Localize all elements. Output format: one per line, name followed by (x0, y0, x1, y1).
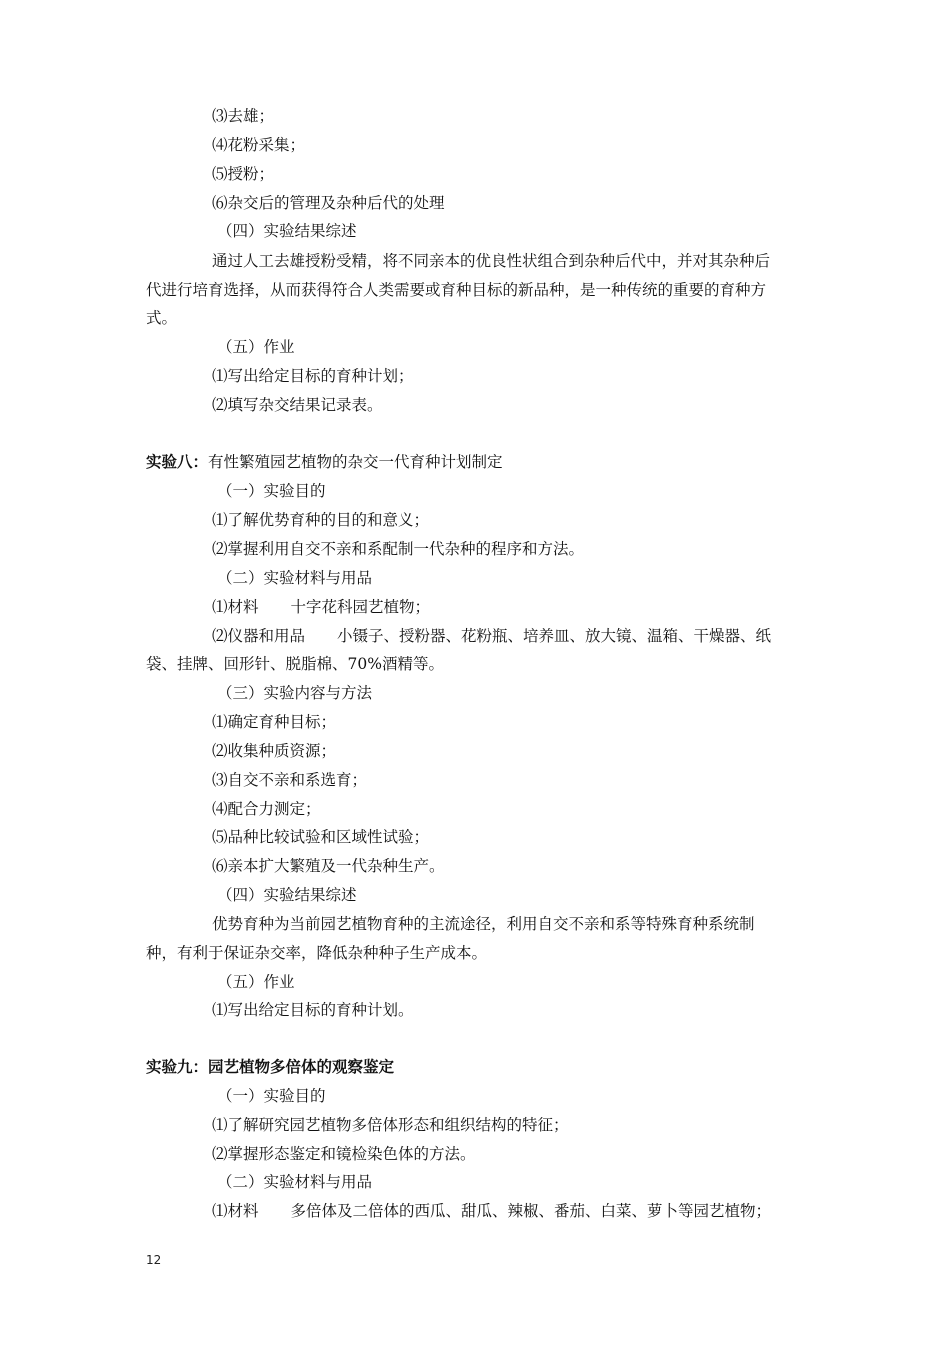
material-label: ⑴材料 (212, 598, 259, 616)
material-line (0, 1200, 952, 1222)
section-heading: （一）实验目的 (217, 1087, 326, 1105)
experiment-8-title: 有性繁殖园艺植物的杂交一代育种计划制定 (208, 453, 503, 471)
text-line: ⑴写出给定目标的育种计划； (212, 367, 414, 385)
paragraph-line: 式。 (146, 309, 178, 327)
material-label: ⑴材料 (212, 1202, 259, 1220)
section-heading: （四）实验结果综述 (217, 886, 357, 904)
paragraph-line: 优势育种为当前园艺植物育种的主流途径，利用自交不亲和系等特殊育种系统制 (212, 915, 755, 933)
text-line: ⑴写出给定目标的育种计划。 (212, 1001, 414, 1019)
experiment-9-title: 园艺植物多倍体的观察鉴定 (208, 1057, 395, 1076)
text-line: ⑵收集种质资源； (212, 742, 337, 760)
section-heading: （四）实验结果综述 (217, 222, 357, 240)
text-line: ⑴确定育种目标； (212, 713, 337, 731)
section-heading: （五）作业 (217, 338, 295, 356)
section-heading: （三）实验内容与方法 (217, 684, 373, 702)
experiment-8-heading (0, 451, 952, 473)
paragraph-line: 代进行培育选择，从而获得符合人类需要或育种目标的新品种，是一种传统的重要的育种方 (146, 281, 767, 299)
text-line: ⑶去雄； (212, 107, 275, 125)
text-line: ⑹杂交后的管理及杂种后代的处理 (212, 194, 445, 212)
material-value: 多倍体及二倍体的西瓜、甜瓜、辣椒、番茄、白菜、萝卜等园艺植物； (290, 1202, 772, 1220)
tools-label: ⑵仪器和用品 (212, 627, 306, 645)
text-line: ⑵掌握形态鉴定和镜检染色体的方法。 (212, 1145, 476, 1163)
text-line: ⑹亲本扩大繁殖及一代杂种生产。 (212, 857, 445, 875)
tools-value: 小镊子、授粉器、花粉瓶、培养皿、放大镜、温箱、干燥器、纸 (337, 627, 772, 645)
section-heading: （五）作业 (217, 973, 295, 991)
experiment-8-label: 实验八： (146, 452, 209, 471)
experiment-9-label: 实验九： (146, 1057, 209, 1076)
section-heading: （二）实验材料与用品 (217, 569, 373, 587)
text-line: ⑶自交不亲和系选育； (212, 771, 368, 789)
text-line: ⑵填写杂交结果记录表。 (212, 396, 383, 414)
tools-line (0, 625, 952, 647)
section-heading: （一）实验目的 (217, 482, 326, 500)
text-line: ⑸授粉； (212, 165, 275, 183)
text-line: ⑸品种比较试验和区域性试验； (212, 828, 430, 846)
text-line: ⑴了解优势育种的目的和意义； (212, 511, 430, 529)
material-line (0, 596, 952, 618)
section-heading: （二）实验材料与用品 (217, 1173, 373, 1191)
experiment-9-heading (0, 1056, 952, 1078)
page-number: 12 (146, 1253, 162, 1267)
text-line: ⑵掌握利用自交不亲和系配制一代杂种的程序和方法。 (212, 540, 585, 558)
text-line: ⑷花粉采集； (212, 136, 306, 154)
text-line: ⑴了解研究园艺植物多倍体形态和组织结构的特征； (212, 1116, 569, 1134)
paragraph-line: 通过人工去雄授粉受精，将不同亲本的优良性状组合到杂种后代中，并对其杂种后 (212, 252, 771, 270)
paragraph-line: 种，有利于保证杂交率，降低杂种种子生产成本。 (146, 944, 488, 962)
text-line: ⑷配合力测定； (212, 800, 321, 818)
material-value: 十字花科园艺植物； (290, 598, 431, 616)
tools-line-continued: 袋、挂牌、回形针、脱脂棉、70%酒精等。 (146, 655, 444, 673)
